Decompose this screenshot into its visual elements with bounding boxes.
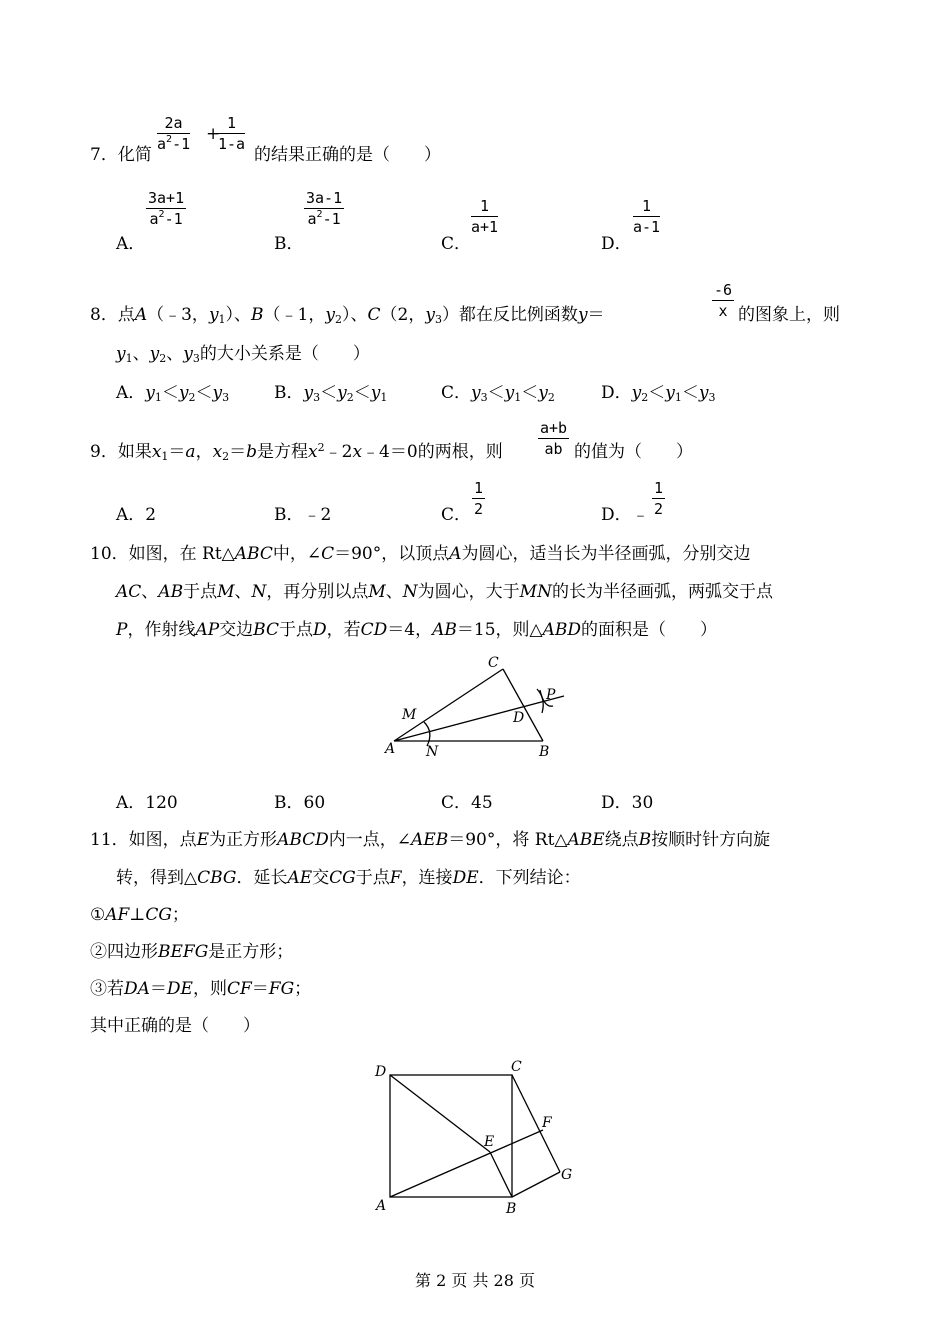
q11-label-g: G — [561, 1167, 573, 1183]
q10-label-p: P — [546, 687, 556, 703]
q10-figure — [380, 650, 580, 762]
q9-option-c-fraction: $\frac{1}{2}$ — [474, 479, 484, 518]
q9-option-d-fraction: $\frac{1}{2}$ — [654, 479, 664, 518]
q11-segment-af — [390, 1130, 543, 1197]
page-footer: 第 2 页 共 28 页 — [415, 1271, 535, 1290]
q8-stem-line1-end: 的图象上，则 — [738, 305, 840, 325]
q11-stem-line2: 转，得到△CBG．延长AE交CG于点F，连接DE．下列结论： — [116, 868, 581, 888]
q10-option-a: A．120 — [116, 793, 178, 813]
q10-label-a: A — [385, 741, 396, 757]
q10-stem-line2: AC、AB于点M、N，再分别以点M、N为圆心，大于MN的长为半径画弧，两弧交于点 — [116, 582, 773, 602]
q10-side-ac — [394, 669, 503, 741]
q10-label-c: C — [488, 655, 499, 671]
q11-segment-eb — [490, 1152, 512, 1197]
q8-option-a: A．$y_1<y_2<y_3$ — [116, 383, 230, 404]
q9-option-d-label: D． — [601, 505, 632, 525]
q7-option-a-label: A． — [116, 234, 146, 254]
q11-label-d: D — [375, 1064, 387, 1080]
q9-stem: 9．如果$x_1=a$，$x_2=b$是方程$x^2﹣2x﹣4=0$的两根，则 — [90, 441, 503, 463]
q10-stem-line1: 10．如图，在 Rt△ABC中，∠C＝90°，以顶点A为圆心，适当长为半径画弧，分别交边 — [90, 544, 751, 564]
q7-option-c-label: C． — [441, 234, 472, 254]
q8-option-b: B．$y_3<y_2<y_1$ — [274, 383, 388, 404]
q10-side-cb — [503, 669, 543, 741]
q10-label-n: N — [426, 744, 439, 760]
q8-option-c: C．$y_3<y_1<y_2$ — [441, 383, 555, 404]
q9-option-b: B．﹣2 — [274, 505, 332, 525]
q11-figure — [370, 1055, 585, 1220]
q10-arc-mn — [424, 722, 430, 746]
q7-suffix: 的结果正确的是（ ） — [254, 145, 441, 165]
q9-fraction: $\frac{a+b}{ab}$ — [540, 419, 568, 458]
q7-option-d-label: D． — [601, 234, 632, 254]
q11-ask: 其中正确的是（ ） — [90, 1016, 260, 1036]
q7-frac1-denominator: $a^2-1$ — [157, 134, 191, 153]
q8-stem-line1: 8．点A（﹣3，$y_1$）、B（﹣1，$y_2$）、C（2，$y_3$）都在反比例函数y＝ — [90, 305, 605, 326]
q7-prefix: 7．化简 — [90, 145, 152, 165]
q9-option-c-label: C． — [441, 505, 472, 525]
q11-stem-line1: 11．如图，点E为正方形ABCD内一点，∠AEB＝90°，将 Rt△ABE绕点B按顺时针方向旋 — [90, 830, 771, 850]
q11-conclusion-3: ③若DA＝DE，则CF＝FG； — [90, 979, 312, 999]
q10-stem-line3: P，作射线AP交边BC于点D，若CD＝4，AB＝15，则△ABD的面积是（ ） — [116, 620, 718, 640]
q10-label-b: B — [539, 744, 550, 760]
q10-option-b: B．60 — [274, 793, 326, 813]
q11-label-a: A — [376, 1198, 387, 1214]
q11-label-b: B — [506, 1201, 517, 1217]
q10-ray-ap — [394, 696, 564, 741]
q11-segment-cg — [512, 1075, 560, 1172]
q10-option-d: D．30 — [601, 793, 654, 813]
q7-stem — [90, 145, 152, 165]
q7-fraction-2 — [218, 114, 245, 153]
q11-label-f: F — [542, 1115, 552, 1131]
q7-frac2-denominator: 1-a — [218, 135, 246, 153]
q7-frac1-numerator: 2a — [157, 114, 190, 134]
q7-plus: + — [206, 124, 221, 144]
q11-label-c: C — [511, 1059, 522, 1075]
q9-option-d-sign: ﹣ — [632, 505, 649, 525]
q7-option-c-fraction: $\frac{1}{a+1}$ — [471, 197, 499, 236]
q7-option-b-fraction: $\frac{3a-1}{a^2-1}$ — [306, 189, 343, 228]
q8-stem-line2: $y_1$、$y_2$、$y_3$的大小关系是（ ） — [116, 344, 370, 365]
q10-label-d: D — [513, 710, 525, 726]
q8-fraction: $\frac{-6}{x}$ — [714, 281, 733, 320]
q10-label-m: M — [402, 707, 417, 723]
q7-option-a-fraction: $\frac{3a+1}{a^2-1}$ — [148, 189, 185, 228]
q7-option-d-fraction: $\frac{1}{a-1}$ — [633, 197, 661, 236]
q11-label-e: E — [484, 1134, 495, 1150]
q9-option-a: A．2 — [116, 505, 157, 525]
q7-option-b-label: B． — [274, 234, 304, 254]
q7-fraction-1 — [157, 114, 190, 153]
q9-stem-end: 的值为（ ） — [574, 442, 693, 462]
q7-frac2-numerator: 1 — [218, 114, 245, 134]
q8-option-d: D．$y_2<y_1<y_3$ — [601, 383, 716, 404]
q11-conclusion-2: ②四边形BEFG是正方形； — [90, 942, 294, 962]
q11-segment-gb — [512, 1172, 560, 1197]
q10-option-c: C．45 — [441, 793, 493, 813]
q11-conclusion-1: ①AF⊥CG； — [90, 905, 189, 925]
q11-segment-de — [390, 1075, 490, 1152]
